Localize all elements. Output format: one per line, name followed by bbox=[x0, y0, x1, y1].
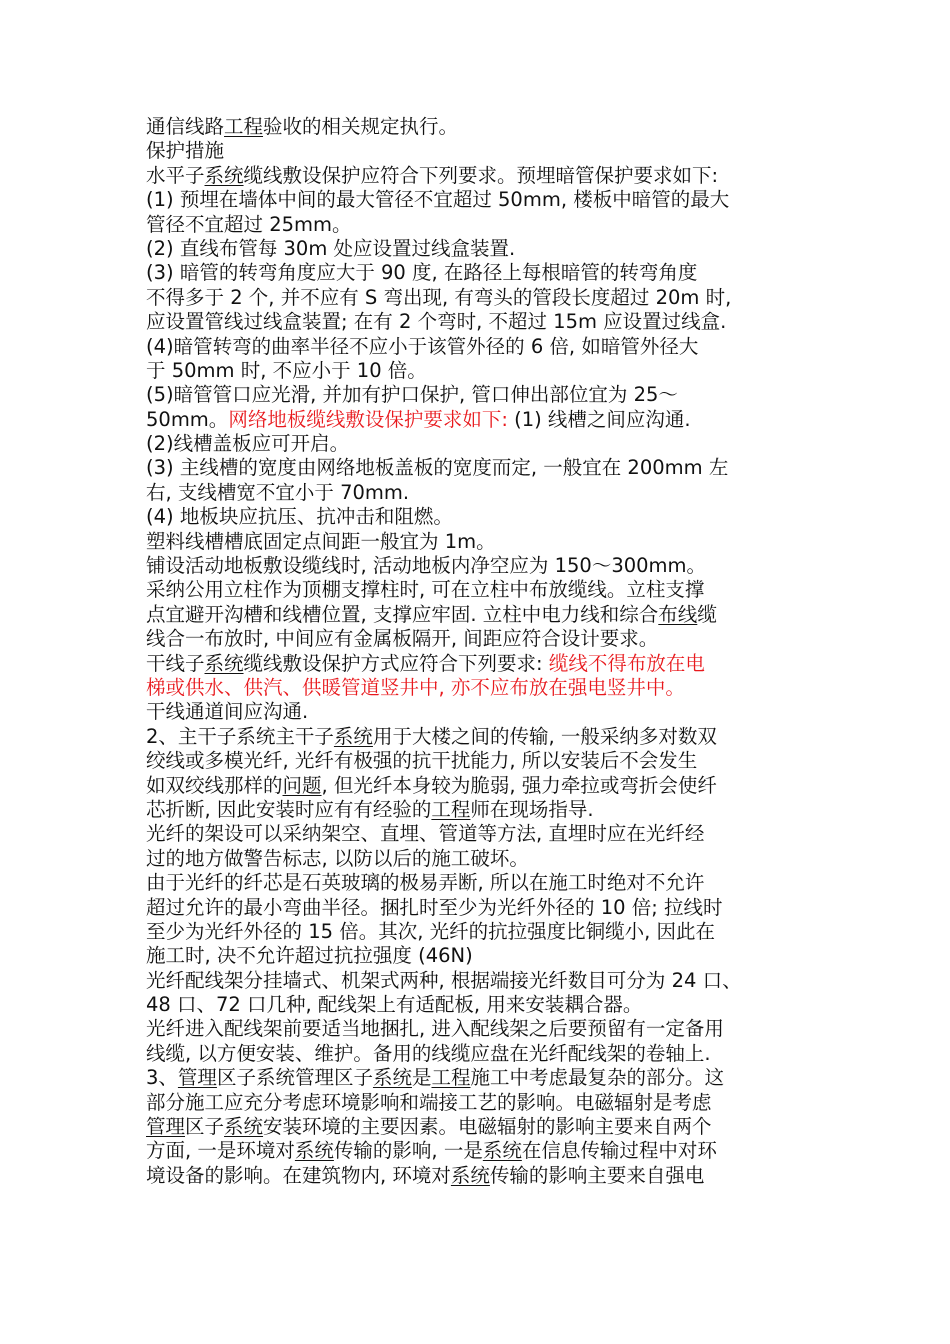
text-run: 安装环境的主要因素。电磁辐射的影响主要来自两个 bbox=[263, 1115, 712, 1139]
text-run: 施工时, 决不允许超过抗拉强度 (46N) bbox=[146, 944, 473, 968]
text-run: 3、 bbox=[146, 1066, 178, 1090]
text-line bbox=[146, 676, 806, 700]
text-line bbox=[146, 1115, 806, 1139]
text-run: 通信线路 bbox=[146, 115, 225, 138]
text-run: , 但光纤本身较为脆弱, 强力牵拉或弯折会使纤 bbox=[321, 773, 717, 797]
text-run: 光纤进入配线架前要适当地捆扎, 进入配线架之后要预留有一定备用 bbox=[146, 1017, 724, 1041]
text-line bbox=[146, 383, 806, 407]
text-run: 传输的影响, 一是 bbox=[333, 1139, 483, 1163]
text-run: 缆线敷设保护方式应符合下列要求: bbox=[243, 651, 549, 675]
underlined-term: 系统 bbox=[372, 1066, 412, 1090]
text-run: 管径不宜超过 25mm。 bbox=[146, 212, 352, 236]
text-line bbox=[146, 310, 806, 334]
text-line bbox=[146, 871, 806, 895]
text-line bbox=[146, 749, 806, 773]
text-line bbox=[146, 993, 806, 1017]
text-line bbox=[146, 261, 806, 285]
text-run: (3) 主线槽的宽度由网络地板盖板的宽度而定, 一般宜在 200mm 左 bbox=[146, 456, 729, 480]
text-line bbox=[146, 237, 806, 261]
underlined-term: 系统 bbox=[482, 1139, 522, 1163]
text-run: 是 bbox=[411, 1066, 432, 1090]
text-run: 线合一布放时, 中间应有金属板隔开, 间距应符合设计要求。 bbox=[146, 627, 659, 651]
text-line bbox=[146, 627, 806, 651]
text-run: 传输的影响主要来自强电 bbox=[489, 1163, 705, 1187]
text-run: 铺设活动地板敷设缆线时, 活动地板内净空应为 150～300mm。 bbox=[146, 554, 707, 578]
text-line bbox=[146, 335, 806, 359]
text-run: 超过允许的最小弯曲半径。捆扎时至少为光纤外径的 10 倍; 拉线时 bbox=[146, 895, 723, 919]
text-run: 验收的相关规定执行。 bbox=[263, 115, 459, 138]
underlined-term: 系统 bbox=[204, 651, 244, 675]
underlined-term: 系统 bbox=[224, 1115, 264, 1139]
text-run: (4)暗管转弯的曲率半径不应小于该管外径的 6 倍, 如暗管外径大 bbox=[146, 334, 699, 358]
text-run: 境设备的影响。在建筑物内, 环境对 bbox=[146, 1163, 451, 1187]
highlighted-text: 网络地板缆线敷设保护要求如下: bbox=[228, 407, 508, 431]
text-run: (5)暗管管口应光滑, 并加有护口保护, 管口伸出部位宜为 25～ bbox=[146, 383, 678, 407]
text-run: 用于大楼之间的传输, 一般采纳多对数双 bbox=[372, 724, 717, 748]
underlined-term: 管理 bbox=[177, 1066, 217, 1090]
text-run: 区子 bbox=[185, 1115, 225, 1139]
text-line bbox=[146, 774, 806, 798]
text-run: 缆线敷设保护应符合下列要求。预埋暗管保护要求如下: bbox=[243, 163, 719, 187]
text-run: 方面, 一是环境对 bbox=[146, 1139, 295, 1163]
text-run: 过的地方做警告标志, 以防以后的施工破坏。 bbox=[146, 846, 529, 870]
text-run: 如双绞线那样的 bbox=[146, 773, 283, 797]
text-line bbox=[146, 213, 806, 237]
text-line bbox=[146, 554, 806, 578]
text-run: 塑料线槽槽底固定点间距一般宜为 1m。 bbox=[146, 529, 496, 553]
text-run: 光纤的架设可以采纳架空、直埋、管道等方法, 直埋时应在光纤经 bbox=[146, 822, 705, 846]
text-run: 由于光纤的纤芯是石英玻璃的极易弄断, 所以在施工时绝对不允许 bbox=[146, 871, 705, 895]
text-line bbox=[146, 920, 806, 944]
text-line bbox=[146, 969, 806, 993]
text-line bbox=[146, 530, 806, 554]
text-run: 干线子 bbox=[146, 651, 205, 675]
underlined-term: 工程 bbox=[431, 1066, 471, 1090]
text-line bbox=[146, 408, 806, 432]
text-run: 不得多于 2 个, 并不应有 S 弯出现, 有弯头的管段长度超过 20m 时, bbox=[146, 285, 732, 309]
text-run: 48 口、72 口几种, 配线架上有适配板, 用来安装耦合器。 bbox=[146, 993, 643, 1017]
text-run: (2) 直线布管每 30m 处应设置过线盒装置. bbox=[146, 236, 516, 260]
text-run: 右, 支线槽宽不宜小于 70mm. bbox=[146, 480, 410, 504]
underlined-term: 布线 bbox=[658, 602, 698, 626]
text-run: (1) 预埋在墙体中间的最大管径不宜超过 50mm, 楼板中暗管的最大 bbox=[146, 188, 730, 212]
text-line bbox=[146, 115, 806, 139]
text-run: 师在现场指导. bbox=[470, 797, 594, 821]
text-run: (4) 地板块应抗压、抗冲击和阻燃。 bbox=[146, 505, 453, 529]
underlined-term: 管理 bbox=[146, 1115, 186, 1139]
text-run: 芯折断, 因此安装时应有有经验的 bbox=[146, 797, 432, 821]
text-line bbox=[146, 1042, 806, 1066]
text-run: 光纤配线架分挂墙式、机架式两种, 根据端接光纤数目可分为 24 口、 bbox=[146, 968, 742, 992]
text-run: 干线通道间应沟通. bbox=[146, 700, 309, 724]
text-run: 区子系统管理区子 bbox=[216, 1066, 373, 1090]
text-line bbox=[146, 505, 806, 529]
underlined-term: 系统 bbox=[294, 1139, 334, 1163]
text-run: 50mm。 bbox=[146, 407, 229, 431]
text-line bbox=[146, 1066, 806, 1090]
underlined-term: 系统 bbox=[333, 724, 373, 748]
text-run: 于 50mm 时, 不应小于 10 倍。 bbox=[146, 358, 427, 382]
highlighted-text: 梯或供水、供汽、供暖管道竖井中, 亦不应布放在强电竖井中。 bbox=[146, 675, 685, 699]
text-line bbox=[146, 286, 806, 310]
text-line bbox=[146, 700, 806, 724]
text-line bbox=[146, 847, 806, 871]
text-line bbox=[146, 188, 806, 212]
text-line bbox=[146, 481, 806, 505]
text-run: 应设置管线过线盒装置; 在有 2 个弯时, 不超过 15m 应设置过线盒. bbox=[146, 310, 727, 334]
text-run: (1) 线槽之间应沟通. bbox=[507, 407, 691, 431]
text-line bbox=[146, 944, 806, 968]
text-line bbox=[146, 822, 806, 846]
text-line bbox=[146, 896, 806, 920]
text-run: 至少为光纤外径的 15 倍。其次, 光纤的抗拉强度比铜缆小, 因此在 bbox=[146, 919, 716, 943]
text-run: 在信息传输过程中对环 bbox=[521, 1139, 717, 1163]
text-line bbox=[146, 652, 806, 676]
document-body bbox=[146, 115, 806, 1188]
text-line bbox=[146, 456, 806, 480]
text-run: 2、主干子系统主干子 bbox=[146, 724, 334, 748]
text-run: 水平子 bbox=[146, 163, 205, 187]
underlined-term: 问题 bbox=[282, 773, 322, 797]
text-run: 绞线或多模光纤, 光纤有极强的抗干扰能力, 所以安装后不会发生 bbox=[146, 749, 698, 773]
text-line bbox=[146, 359, 806, 383]
text-run: 点宜避开沟槽和线槽位置, 支撑应牢固. 立柱中电力线和综合 bbox=[146, 602, 659, 626]
highlighted-text: 缆线不得布放在电 bbox=[548, 651, 705, 675]
text-line bbox=[146, 432, 806, 456]
text-line bbox=[146, 1091, 806, 1115]
text-line bbox=[146, 1164, 806, 1188]
underlined-term: 系统 bbox=[450, 1163, 490, 1187]
text-line bbox=[146, 578, 806, 602]
underlined-term: 系统 bbox=[204, 163, 244, 187]
text-line bbox=[146, 139, 806, 163]
text-run: 线缆, 以方便安装、维护。备用的线缆应盘在光纤配线架的卷轴上. bbox=[146, 1041, 711, 1065]
text-line bbox=[146, 1017, 806, 1041]
text-run: 保护措施 bbox=[146, 139, 225, 163]
text-run: 缆 bbox=[697, 602, 717, 626]
text-run: (2)线槽盖板应可开启。 bbox=[146, 432, 350, 456]
text-line bbox=[146, 725, 806, 749]
underlined-term: 工程 bbox=[224, 115, 264, 138]
text-run: 施工中考虑最复杂的部分。这 bbox=[470, 1066, 725, 1090]
text-line bbox=[146, 603, 806, 627]
text-line bbox=[146, 1139, 806, 1163]
text-line bbox=[146, 164, 806, 188]
text-line bbox=[146, 798, 806, 822]
text-run: (3) 暗管的转弯角度应大于 90 度, 在路径上每根暗管的转弯角度 bbox=[146, 261, 698, 285]
underlined-term: 工程 bbox=[431, 797, 471, 821]
text-run: 采纳公用立柱作为顶棚支撑柱时, 可在立柱中布放缆线。立柱支撑 bbox=[146, 578, 705, 602]
text-run: 部分施工应充分考虑环境影响和端接工艺的影响。电磁辐射是考虑 bbox=[146, 1090, 712, 1114]
